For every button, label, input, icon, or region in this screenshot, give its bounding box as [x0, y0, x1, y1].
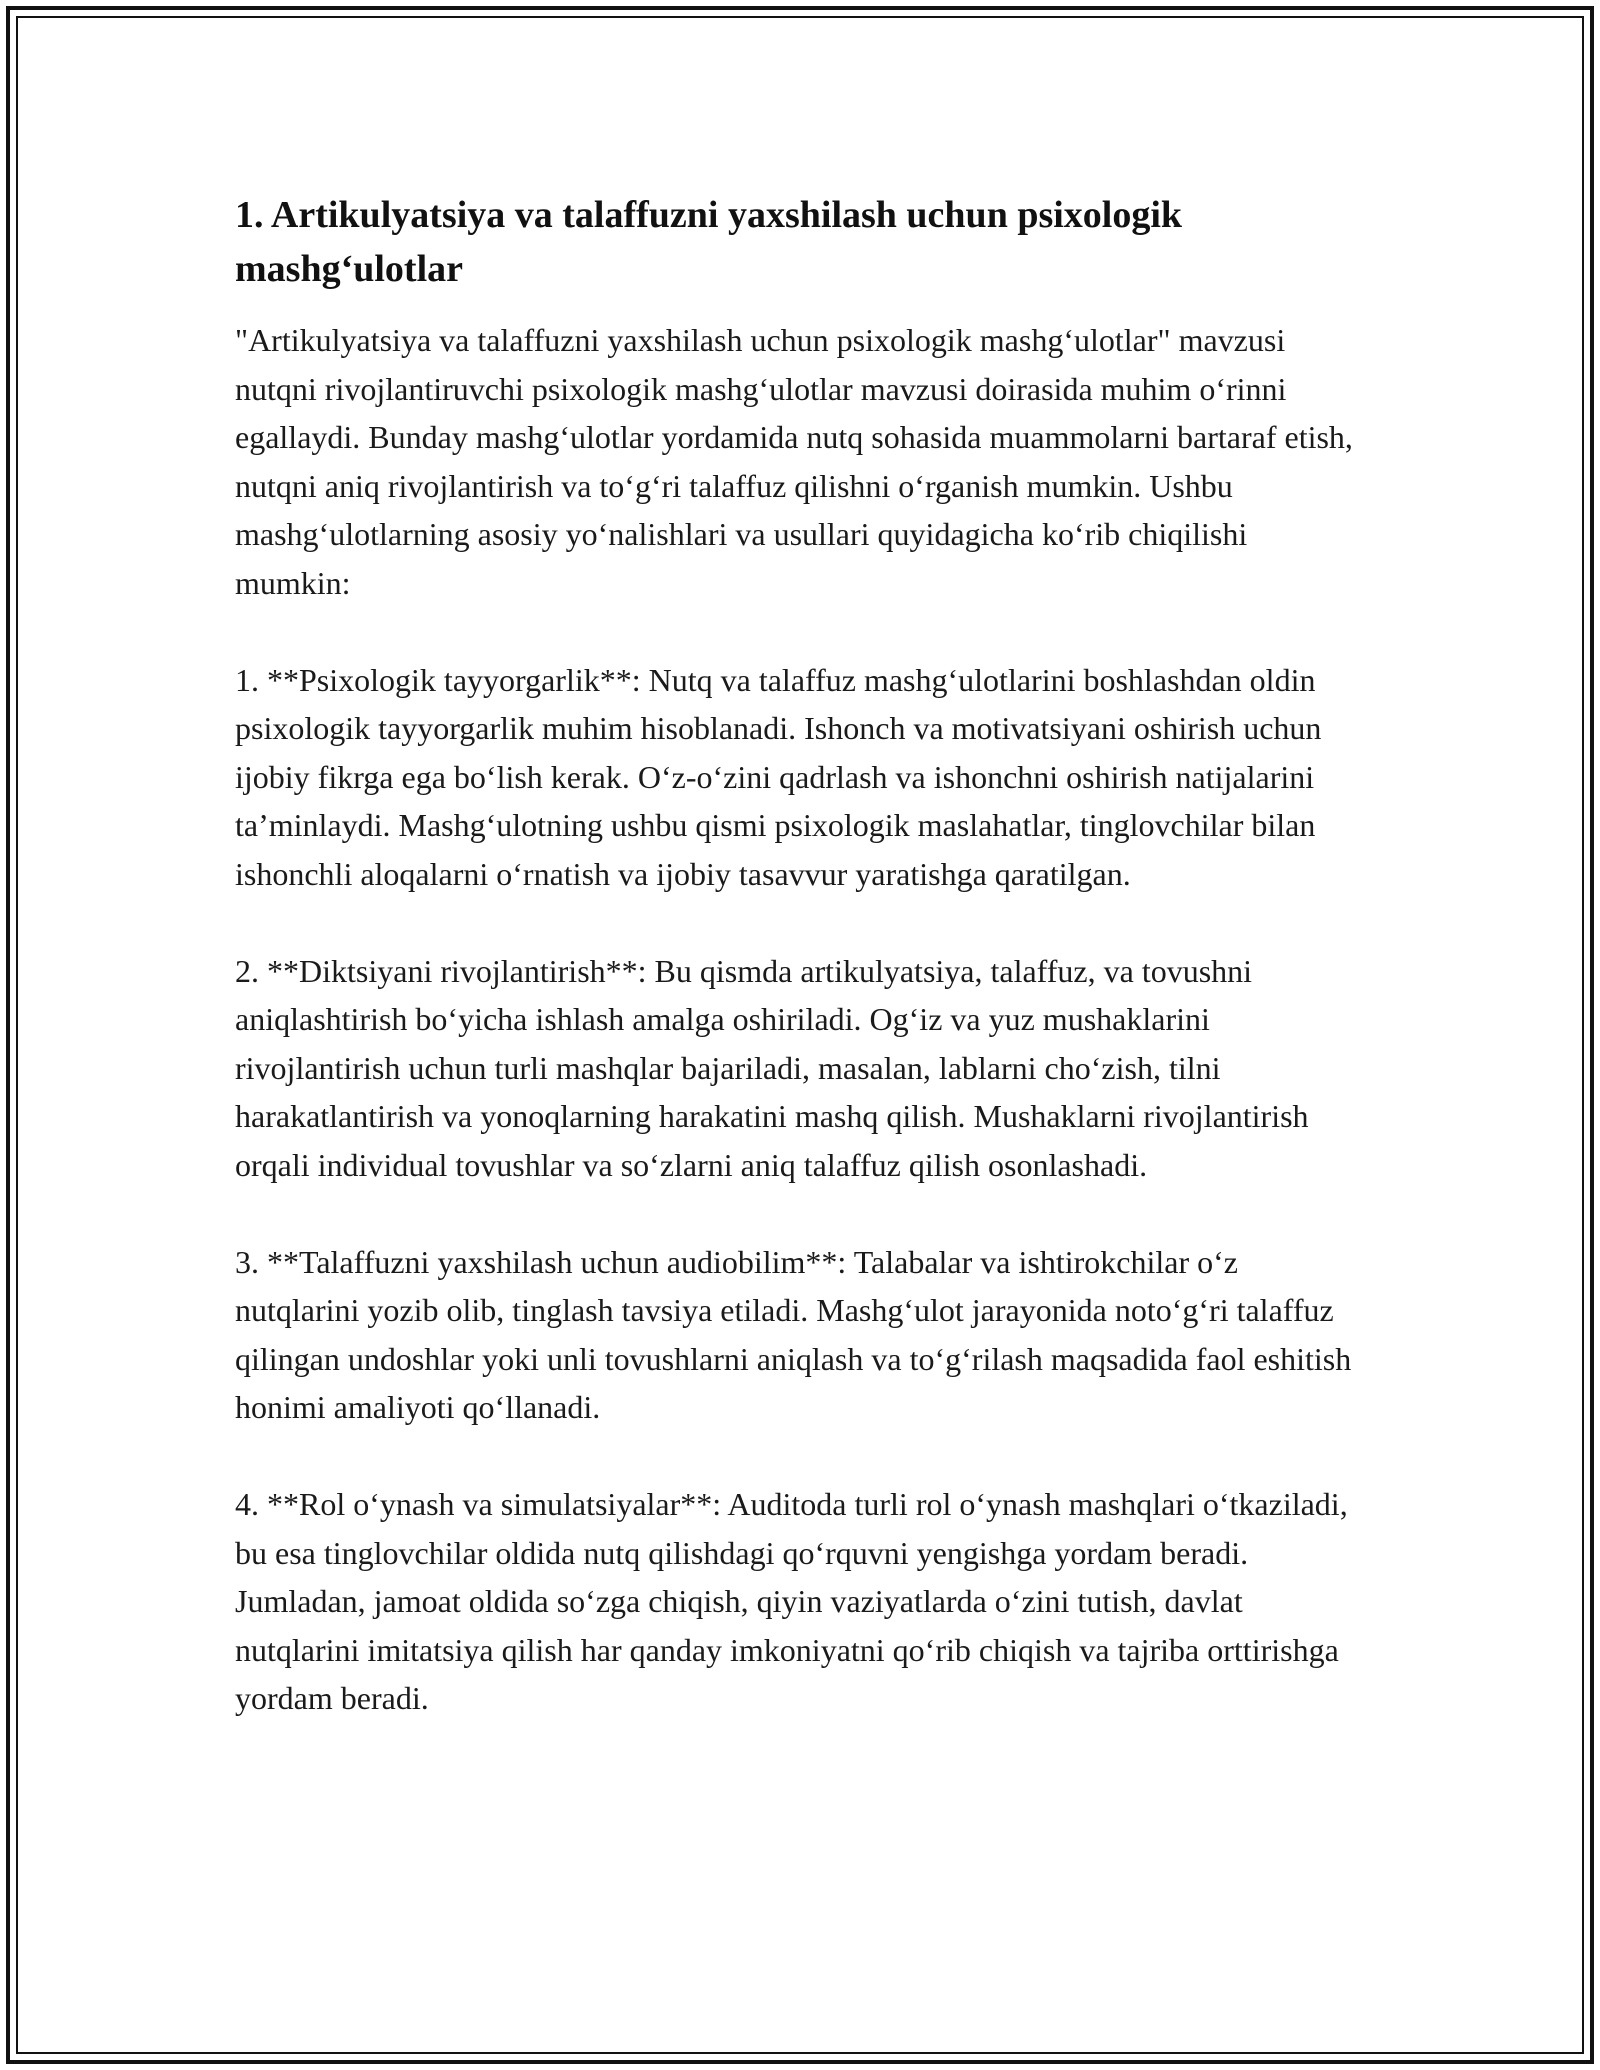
document-body [235, 188, 1365, 1723]
section-heading: 1. Artikulyatsiya va talaffuzni yaxshilash uchun psixologik mashg‘ulotlar [235, 194, 1183, 290]
paragraph-item-2: 2. **Diktsiyani rivojlantirish**: Bu qismda artikulyatsiya, talaffuz, va tovushni aniqlashtirish bo‘yicha ishlash amalga oshiriladi. Og‘iz va yuz mushaklarini rivojlantirish uchun turli mashqlar bajariladi, masalan, lablarni cho‘zish, tilni harakatlantirish va yonoqlarning harakatini mashq qilish. Mushaklarni rivojlantirish orqali individual tovushlar va so‘zlarni aniq talaffuz qilish osonlashadi. [235, 952, 1309, 1183]
paragraph-item-3: 3. **Talaffuzni yaxshilash uchun audiobilim**: Talabalar va ishtirokchilar o‘z nutqlarini yozib olib, tinglash tavsiya etiladi. Mashg‘ulot jarayonida noto‘g‘ri talaffuz qilingan undoshlar yoki unli tovushlarni aniqlash va to‘g‘rilash maqsadida faol eshitish honimi amaliyoti qo‘llanadi. [235, 1243, 1352, 1425]
paragraph-item-4: 4. **Rol o‘ynash va simulatsiyalar**: Auditoda turli rol o‘ynash mashqlari o‘tkaziladi, bu esa tinglovchilar oldida nutq qilishdagi qo‘rquvni yengishga yordam beradi. Jumladan, jamoat oldida so‘zga chiqish, qiyin vaziyatlarda o‘zini tutish, davlat nutqlarini imitatsiya qilish har qanday imkoniyatni qo‘rib chiqish va tajriba orttirishga yordam beradi. [235, 1486, 1348, 1716]
paragraph-intro: "Artikulyatsiya va talaffuzni yaxshilash uchun psixologik mashg‘ulotlar" mavzusi nutqni rivojlantiruvchi psixologik mashg‘ulotlar mavzusi doirasida muhim o‘rinni egallaydi. Bunday mashg‘ulotlar yordamida nutq sohasida muammolarni bartaraf etish, nutqni aniq rivojlantirish va to‘g‘ri talaffuz qilishni o‘rganish mumkin. Ushbu mashg‘ulotlarning asosiy yo‘nalishlari va usullari quyidagicha ko‘rib chiqilishi mumkin: [235, 322, 1353, 601]
paragraph-item-1: 1. **Psixologik tayyorgarlik**: Nutq va talaffuz mashg‘ulotlarini boshlashdan oldin psixologik tayyorgarlik muhim hisoblanadi. Ishonch va motivatsiyani oshirish uchun ijobiy fikrga ega bo‘lish kerak. O‘z-o‘zini qadrlash va ishonchni oshirish natijalarini ta’minlaydi. Mashg‘ulotning ushbu qismi psixologik maslahatlar, tinglovchilar bilan ishonchli aloqalarni o‘rnatish va ijobiy tasavvur yaratishga qaratilgan. [235, 661, 1322, 892]
